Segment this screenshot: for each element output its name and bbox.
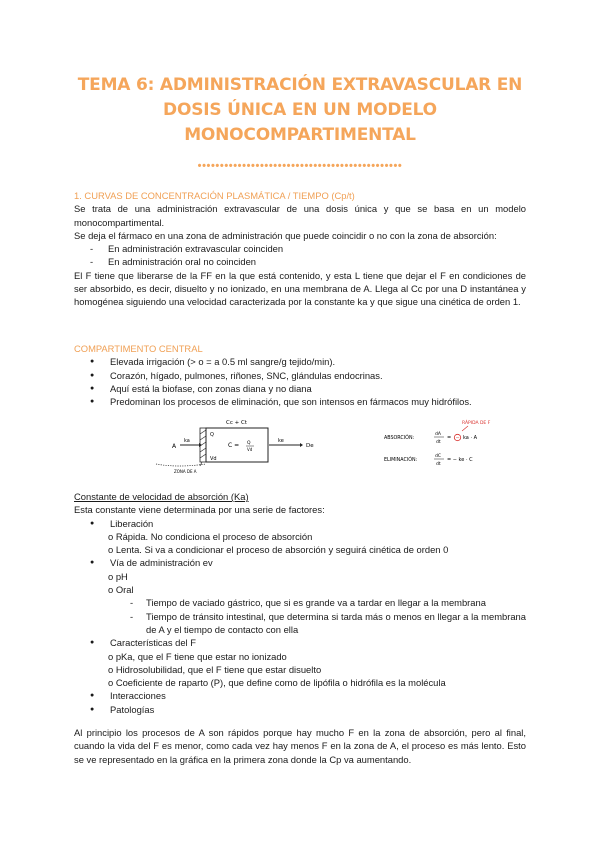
diagram-de-label: De bbox=[306, 443, 314, 449]
title-line-2: DOSIS ÚNICA EN UN MODELO bbox=[163, 100, 437, 120]
closing-paragraph: Al principio los procesos de A son rápidos porque hay mucho F en la zona de absorción, pero al final, cuando la vida del F es menor, como cada vez hay menos F en la zona de A, el proceso es más lento. Esto se ve representado en la gráfica en la primera zona donde la Cp va aumentando. bbox=[74, 727, 526, 765]
section-1-paragraph-2: Se deja el fármaco en una zona de administración que puede coincidir o no con la zona de absorción: bbox=[74, 229, 497, 241]
rate-equations-diagram bbox=[382, 415, 532, 473]
section-1 bbox=[74, 189, 526, 309]
svg-text:dA: dA bbox=[435, 432, 441, 437]
diagram-ke-label: ke bbox=[278, 438, 284, 444]
diagram-q-label: Q bbox=[210, 432, 214, 438]
svg-text:dt: dt bbox=[436, 440, 441, 445]
bullet-organs: ● Corazón, hígado, pulmones, riñones, SNC, glándulas endocrinas. bbox=[74, 369, 526, 382]
dash-item-extravascular: - En administración extravascular coinciden bbox=[74, 242, 526, 255]
diagram-zona-label: ZONA DE A bbox=[174, 469, 197, 474]
eq-sign: = bbox=[447, 435, 452, 441]
svg-text:Q: Q bbox=[247, 441, 251, 446]
eliminacion-label: ELIMINACIÓN: bbox=[384, 458, 418, 463]
via-ph: o pH bbox=[108, 570, 128, 582]
bullet-patologias: ● Patologías bbox=[74, 703, 526, 716]
compartment-model-diagram bbox=[150, 412, 340, 474]
diagram-ka-label: ka bbox=[184, 438, 190, 444]
section-1-paragraph-1: Se trata de una administración extravascular de una dosis única y que se basa en un modelo monocompartimental. bbox=[74, 203, 526, 228]
svg-text:dt: dt bbox=[436, 462, 441, 467]
diagram-c-label: C = bbox=[228, 442, 240, 449]
bullet-via: ● Vía de administración ev bbox=[74, 556, 526, 569]
liberacion-lenta: o Lenta. Si va a condicionar el proceso de absorción y seguirá cinética de orden 0 bbox=[108, 544, 449, 556]
dash-item-oral: - En administración oral no coinciden bbox=[74, 255, 526, 268]
minus-sign: − bbox=[455, 435, 460, 442]
ka-section bbox=[74, 490, 526, 716]
bullet-irrigation: ● Elevada irrigación (> o = a 0.5 ml sangre/g tejido/min). bbox=[74, 355, 526, 368]
title-line-3: MONOCOMPARTIMENTAL bbox=[184, 125, 416, 145]
diagram-top-label: Cc + Ct bbox=[226, 420, 247, 426]
rapida-label: RÁPIDA DE F bbox=[462, 421, 491, 426]
via-oral: o Oral bbox=[108, 584, 134, 596]
title-dotted-divider: •••••••••••••••••••••••••••••••••••••••••••••• bbox=[197, 160, 403, 172]
absorcion-label: ABSORCIÓN: bbox=[384, 436, 415, 441]
bullet-biofase: ● Aquí está la biofase, con zonas diana y no diana bbox=[74, 382, 526, 395]
diagram-vd-label: Vd bbox=[210, 456, 217, 462]
svg-text:Vd: Vd bbox=[247, 447, 253, 452]
oral-vaciado: - Tiempo de vaciado gástrico, que si es grande va a tardar en llegar a la membrana bbox=[74, 596, 526, 609]
title-line-1: TEMA 6: ADMINISTRACIÓN EXTRAVASCULAR EN bbox=[77, 75, 523, 95]
bullet-interacciones: ● Interacciones bbox=[74, 689, 526, 702]
section-1-heading: 1. CURVAS DE CONCENTRACIÓN PLASMÁTICA / TIEMPO (Cp/t) bbox=[74, 190, 355, 201]
ka-intro: Esta constante viene determinada por una serie de factores: bbox=[74, 504, 325, 516]
ka-a-term: ka · A bbox=[463, 435, 478, 441]
document-title bbox=[60, 73, 540, 148]
central-compartment-heading: COMPARTIMENTO CENTRAL bbox=[74, 343, 203, 354]
bullet-caracteristicas: ● Características del F bbox=[74, 636, 526, 649]
svg-text:dC: dC bbox=[435, 454, 441, 459]
diagram-a-label: A bbox=[172, 443, 177, 450]
ke-c-term: = − ke · C bbox=[447, 457, 473, 463]
oral-transito: - Tiempo de tránsito intestinal, que determina si tarda más o menos en llegar a la membrana de A y el tiempo de contacto con ella bbox=[74, 610, 526, 637]
caracteristicas-pka: o pKa, que el F tiene que estar no ionizado bbox=[108, 650, 287, 662]
caracteristicas-coeficiente: o Coeficiente de raparto (P), que define como de lipófila o hidrófila es la molécula bbox=[108, 677, 446, 689]
bullet-liberacion: ● Liberación bbox=[74, 517, 526, 530]
liberacion-rapida: o Rápida. No condiciona el proceso de absorción bbox=[108, 530, 313, 542]
caracteristicas-hidrosolubilidad: o Hidrosolubilidad, que el F tiene que estar disuelto bbox=[108, 663, 322, 675]
section-1-paragraph-3: El F tiene que liberarse de la FF en la que está contenido, y esta L tiene que dejar el F en condiciones de ser absorbido, es decir, disuelto y no ionizado, en una membrana de A. Llega al Cc por una D instantánea y homogénea siguiendo una velocidad caracterizada por la constante ka y que sigue una cinética de orden 1. bbox=[74, 269, 526, 308]
central-compartment-section bbox=[74, 342, 526, 408]
bullet-elimination: ● Predominan los procesos de eliminación, que son intensos en fármacos muy hidrófilos. bbox=[74, 395, 526, 408]
ka-heading: Constante de velocidad de absorción (Ka) bbox=[74, 491, 249, 502]
